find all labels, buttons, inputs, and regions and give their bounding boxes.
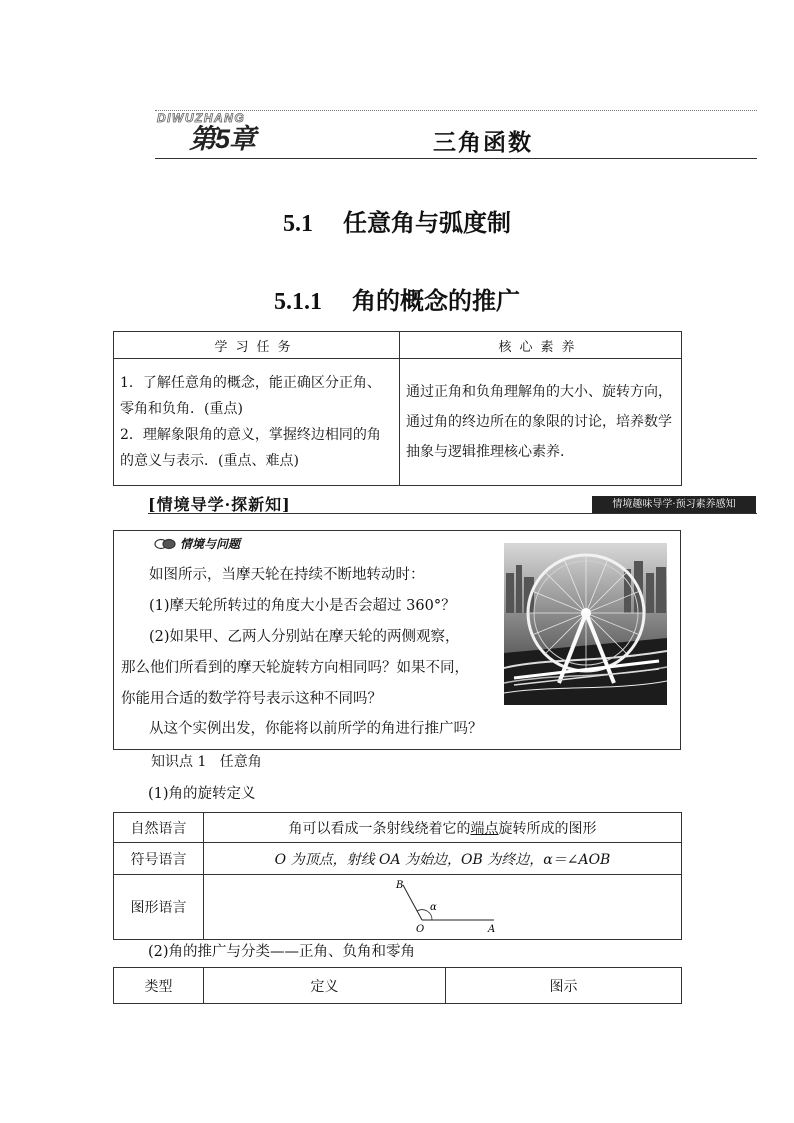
scenario-heading — [154, 535, 240, 552]
natural-language-underlined: 端点 — [470, 820, 499, 837]
rotation-definition-subtitle: (1)角的旋转定义 — [148, 786, 256, 802]
intro-tag: 情境趣味导学·预习素养感知 — [592, 496, 756, 513]
symbol-language-cell: O 为顶点，射线 OA 为始边，OB 为终边，α＝∠AOB — [204, 843, 682, 875]
chat-bubbles-icon — [154, 538, 176, 550]
label-b: B — [395, 880, 403, 891]
knowledge-point-title: 任意角 — [219, 754, 262, 770]
section-number: 5.1 — [283, 211, 313, 237]
chapter-title: 三角函数 — [433, 129, 533, 156]
natural-language-cell — [204, 813, 682, 843]
classification-table — [113, 967, 682, 1004]
subsection-title — [0, 281, 794, 316]
row-label: 符号语言 — [114, 843, 204, 875]
classification-header-figure: 图示 — [446, 968, 682, 1004]
classification-subtitle: (2)角的推广与分类——正角、负角和零角 — [148, 944, 416, 960]
label-o: O — [415, 924, 424, 934]
scenario-heading-text: 情境与问题 — [180, 537, 241, 551]
intro-rule — [148, 513, 757, 514]
objectives-table — [113, 331, 682, 486]
knowledge-point-label: 知识点 1 — [151, 754, 207, 770]
scenario-line: (1)摩天轮所转过的角度大小是否会超过 360°？ — [149, 598, 456, 614]
scenario-text — [121, 560, 491, 715]
task-item: 1．了解任意角的概念，能正确区分正角、零角和负角．(重点) — [120, 375, 381, 417]
angle-figure — [378, 876, 508, 934]
section-text: 任意角与弧度制 — [343, 208, 511, 237]
task-item: 2．理解象限角的意义，掌握终边相同的角的意义与表示．(重点、难点) — [120, 427, 381, 469]
table-row — [114, 813, 682, 843]
intro-title: [情境导学·探新知] — [148, 495, 291, 514]
knowledge-point-heading — [151, 751, 262, 773]
scenario-line: (2)如果甲、乙两人分别站在摩天轮的两侧观察， — [149, 629, 460, 645]
subsection-number: 5.1.1 — [274, 289, 322, 315]
classification-header-definition: 定义 — [204, 968, 446, 1004]
natural-language-pre: 角可以看成一条射线绕着它的 — [288, 820, 471, 837]
scenario-line: 如图所示，当摩天轮在持续不断地转动时： — [149, 567, 425, 583]
rotation-definition-table — [113, 812, 682, 940]
header-dotted-rule — [155, 110, 757, 111]
subsection-text: 角的概念的推广 — [352, 286, 520, 315]
chapter-badge: 第5章 — [189, 124, 256, 154]
objectives-tasks-cell — [114, 359, 400, 486]
table-row — [114, 875, 682, 940]
figure-language-cell — [204, 875, 682, 940]
chapter-pinyin: DIWUZHANG — [157, 111, 246, 125]
classification-header-type: 类型 — [114, 968, 204, 1004]
table-row — [114, 843, 682, 875]
label-a: A — [487, 924, 495, 934]
row-label: 图形语言 — [114, 875, 204, 940]
header-rule — [155, 158, 757, 159]
objectives-literacy-cell: 通过正角和负角理解角的大小、旋转方向，通过角的终边所在的象限的讨论，培养数学抽象与逻辑推理核心素养. — [400, 359, 682, 486]
row-label: 自然语言 — [114, 813, 204, 843]
section-title — [0, 203, 794, 238]
scenario-closing: 从这个实例出发，你能将以前所学的角进行推广吗？ — [149, 721, 483, 737]
objectives-header-literacy: 核心素养 — [400, 332, 682, 359]
table-row — [114, 968, 682, 1004]
objectives-header-tasks: 学习任务 — [114, 332, 400, 359]
ferris-wheel-photo — [504, 543, 667, 705]
label-alpha: α — [429, 902, 437, 913]
natural-language-post: 旋转所成的图形 — [498, 820, 597, 837]
scenario-line: 那么他们所看到的摩天轮旋转方向相同吗？如果不同， — [121, 660, 469, 676]
scenario-line: 你能用合适的数学符号表示这种不同吗？ — [121, 691, 382, 707]
